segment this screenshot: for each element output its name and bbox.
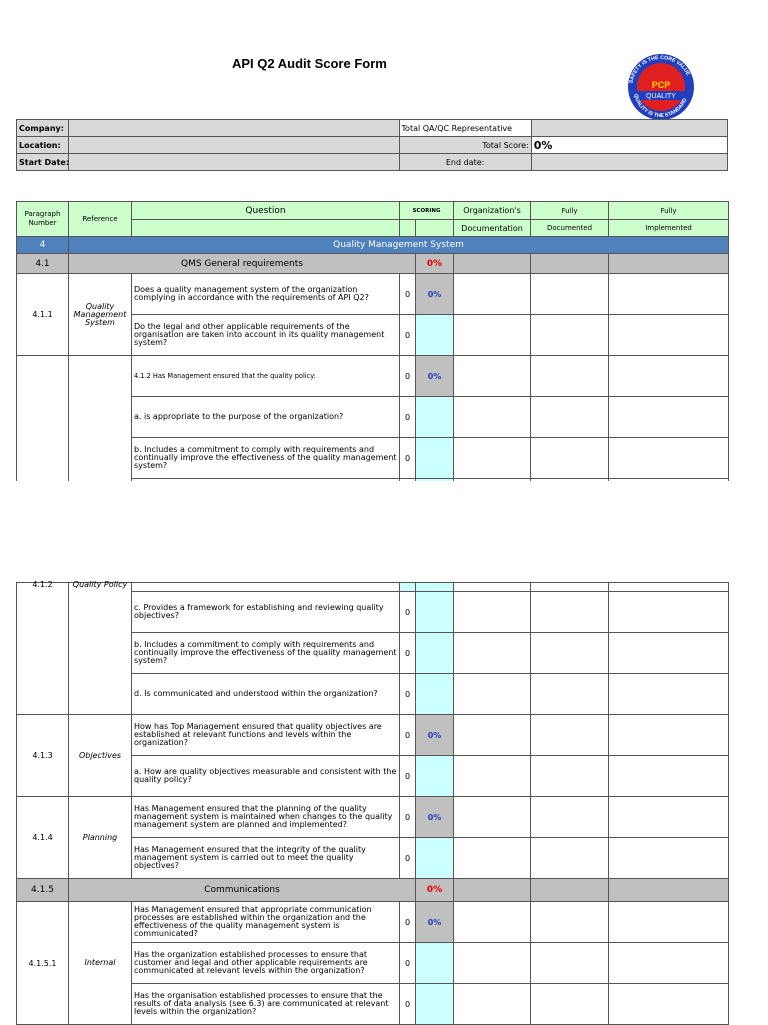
section-title: Quality Management System xyxy=(69,237,729,254)
location-field[interactable] xyxy=(69,137,399,154)
percent-cell: 0% xyxy=(416,902,454,943)
pcp-logo xyxy=(622,50,700,120)
org-doc-cell[interactable] xyxy=(454,984,531,1025)
score-cell[interactable]: 0 xyxy=(400,756,416,797)
subsection-number: 4.1.5 xyxy=(17,879,69,902)
documented-cell[interactable] xyxy=(531,984,609,1025)
percent-cell xyxy=(416,756,454,797)
subsection-number: 4.1 xyxy=(17,254,69,274)
org-doc-cell[interactable] xyxy=(454,674,531,715)
implemented-cell[interactable] xyxy=(609,315,729,356)
rep-label: Total QA/QC Representative xyxy=(399,120,531,137)
documented-cell[interactable] xyxy=(531,633,609,674)
col-question: Question xyxy=(132,202,400,220)
start-date-field[interactable] xyxy=(69,154,399,171)
score-cell[interactable]: 0 xyxy=(400,315,416,356)
score-cell[interactable]: 0 xyxy=(400,715,416,756)
org-doc-cell[interactable] xyxy=(454,902,531,943)
page-2 xyxy=(0,580,768,1024)
col-paragraph-number: Paragraph Number xyxy=(17,202,69,237)
page-gap xyxy=(0,481,768,590)
documented-cell[interactable] xyxy=(531,674,609,715)
para-number: 4.1.1 xyxy=(17,274,69,356)
org-doc-cell[interactable] xyxy=(454,838,531,879)
percent-cell xyxy=(416,943,454,984)
question-text: Does a quality management system of the organization complying in accordance with the requirements of API Q2? xyxy=(132,274,400,315)
score-cell[interactable]: 0 xyxy=(400,274,416,315)
audit-table-top xyxy=(16,201,729,509)
col-reference: Reference xyxy=(69,202,132,237)
end-date-field[interactable] xyxy=(531,154,727,171)
org-doc-cell[interactable] xyxy=(454,943,531,984)
company-field[interactable] xyxy=(69,120,399,137)
percent-cell: 0% xyxy=(416,356,454,397)
percent-cell xyxy=(416,592,454,633)
question-text: a. is appropriate to the purpose of the organization? xyxy=(132,397,400,438)
end-date-label: End date: xyxy=(399,154,531,171)
implemented-cell[interactable] xyxy=(609,797,729,838)
info-table xyxy=(16,119,728,171)
score-cell[interactable]: 0 xyxy=(400,438,416,479)
score-cell[interactable]: 0 xyxy=(400,838,416,879)
org-doc-cell[interactable] xyxy=(454,397,531,438)
score-cell[interactable]: 0 xyxy=(400,592,416,633)
col-implemented: Implemented xyxy=(609,220,729,237)
score-cell[interactable]: 0 xyxy=(400,797,416,838)
subsection-pct: 0% xyxy=(416,254,454,274)
score-cell[interactable]: 0 xyxy=(400,633,416,674)
reference: Objectives xyxy=(69,715,132,797)
documented-cell[interactable] xyxy=(531,438,609,479)
question-text: b. Includes a commitment to comply with requirements and continually improve the effectiveness of the quality management system? xyxy=(132,633,400,674)
question-text: a. How are quality objectives measurable and consistent with the quality policy? xyxy=(132,756,400,797)
reference: Quality Management System xyxy=(69,274,132,356)
percent-cell xyxy=(416,397,454,438)
question-text: Has the organisation established processes to ensure that the results of data analysis (see 6.3) are communicated at relevant levels within the organization? xyxy=(132,984,400,1025)
documented-cell[interactable] xyxy=(531,592,609,633)
documented-cell[interactable] xyxy=(531,943,609,984)
page-1 xyxy=(0,0,768,481)
para-number-cont: 4.1.2 xyxy=(17,583,69,715)
percent-cell xyxy=(416,984,454,1025)
documented-cell[interactable] xyxy=(531,797,609,838)
implemented-cell[interactable] xyxy=(609,674,729,715)
documented-cell[interactable] xyxy=(531,756,609,797)
col-documented: Documented xyxy=(531,220,609,237)
audit-table-bottom xyxy=(16,582,729,1025)
org-doc-cell[interactable] xyxy=(454,715,531,756)
documented-cell[interactable] xyxy=(531,274,609,315)
documented-cell[interactable] xyxy=(531,315,609,356)
score-cell[interactable]: 0 xyxy=(400,902,416,943)
percent-cell: 0% xyxy=(416,797,454,838)
score-cell[interactable]: 0 xyxy=(400,984,416,1025)
documented-cell[interactable] xyxy=(531,397,609,438)
section-number: 4 xyxy=(17,237,69,254)
documented-cell[interactable] xyxy=(531,356,609,397)
percent-cell xyxy=(416,633,454,674)
svg-text:PCP: PCP xyxy=(651,80,671,90)
subsection-pct: 0% xyxy=(416,879,454,902)
org-doc-cell[interactable] xyxy=(454,797,531,838)
implemented-cell[interactable] xyxy=(609,397,729,438)
score-cell[interactable]: 0 xyxy=(400,397,416,438)
question-text: Has Management ensured that appropriate communication processes are established within the organization and the effectiveness of the quality management system is communicated? xyxy=(132,902,400,943)
subsection-title: QMS General requirements xyxy=(69,254,416,274)
implemented-cell[interactable] xyxy=(609,756,729,797)
para-number: 4.1.3 xyxy=(17,715,69,797)
col-org-documentation: Documentation xyxy=(454,220,531,237)
documented-cell[interactable] xyxy=(531,715,609,756)
percent-cell xyxy=(416,438,454,479)
implemented-cell[interactable] xyxy=(609,838,729,879)
svg-text:QUALITY: QUALITY xyxy=(646,93,676,100)
svg-text:SAFETY IS THE CORE VALUE: SAFETY IS THE CORE VALUE xyxy=(628,54,691,84)
org-doc-cell[interactable] xyxy=(454,438,531,479)
question-text: Has Management ensured that the planning of the quality management system is maintained when changes to the quality management system are planned and implemented? xyxy=(132,797,400,838)
org-doc-cell[interactable] xyxy=(454,356,531,397)
org-doc-cell[interactable] xyxy=(454,592,531,633)
question-text: How has Top Management ensured that quality objectives are established at relevant functions and levels within the organization? xyxy=(132,715,400,756)
score-sub-2 xyxy=(416,220,454,237)
svg-text:QUALITY IS THE STANDARD: QUALITY IS THE STANDARD xyxy=(632,93,689,120)
documented-cell[interactable] xyxy=(531,838,609,879)
implemented-cell[interactable] xyxy=(609,274,729,315)
para-number: 4.1.4 xyxy=(17,797,69,879)
org-doc-cell[interactable] xyxy=(454,274,531,315)
col-org: Organization's xyxy=(454,202,531,220)
documented-cell[interactable] xyxy=(531,902,609,943)
score-cell[interactable]: 0 xyxy=(400,674,416,715)
col-fully-implemented: Fully xyxy=(609,202,729,220)
implemented-cell[interactable] xyxy=(609,902,729,943)
percent-cell xyxy=(416,674,454,715)
col-fully-documented: Fully xyxy=(531,202,609,220)
subsection-title: Communications xyxy=(69,879,416,902)
start-date-label: Start Date: xyxy=(17,154,69,171)
implemented-cell[interactable] xyxy=(609,715,729,756)
location-label: Location: xyxy=(17,137,69,154)
company-label: Company: xyxy=(17,120,69,137)
implemented-cell[interactable] xyxy=(609,592,729,633)
percent-cell: 0% xyxy=(416,274,454,315)
score-cell[interactable]: 0 xyxy=(400,943,416,984)
implemented-cell[interactable] xyxy=(609,984,729,1025)
score-sub-1 xyxy=(400,220,416,237)
percent-cell xyxy=(416,315,454,356)
question-text: Has the organization established processes to ensure that customer and legal and other applicable requirements are communicated at relevant levels within the organization? xyxy=(132,943,400,984)
implemented-cell[interactable] xyxy=(609,943,729,984)
question-text: Has Management ensured that the integrity of the quality management system is carried out to meet the quality objectives? xyxy=(132,838,400,879)
total-score-label: Total Score: xyxy=(399,137,531,154)
score-cell[interactable]: 0 xyxy=(400,356,416,397)
reference: Planning xyxy=(69,797,132,879)
total-score-value: 0% xyxy=(531,137,727,154)
implemented-cell[interactable] xyxy=(609,438,729,479)
reference-cont: Quality Policy xyxy=(69,583,132,715)
question-text: b. Includes a commitment to comply with requirements and continually improve the effectiveness of the quality management system? xyxy=(132,438,400,479)
implemented-cell[interactable] xyxy=(609,356,729,397)
percent-cell xyxy=(416,838,454,879)
org-doc-cell[interactable] xyxy=(454,756,531,797)
col-scoring: SCORING xyxy=(400,202,454,220)
para-number: 4.1.5.1 xyxy=(17,902,69,1025)
reference: Internal xyxy=(69,902,132,1025)
rep-field[interactable] xyxy=(531,120,727,137)
implemented-cell[interactable] xyxy=(609,633,729,674)
percent-cell: 0% xyxy=(416,715,454,756)
question-text: 4.1.2 Has Management ensured that the quality policy: xyxy=(132,356,400,397)
question-text: Do the legal and other applicable requirements of the organisation are taken into account in its quality management system? xyxy=(132,315,400,356)
org-doc-cell[interactable] xyxy=(454,633,531,674)
question-text: d. Is communicated and understood within the organization? xyxy=(132,674,400,715)
question-text: c. Provides a framework for establishing and reviewing quality objectives? xyxy=(132,592,400,633)
page-title: API Q2 Audit Score Form xyxy=(232,56,387,71)
org-doc-cell[interactable] xyxy=(454,315,531,356)
question-sub xyxy=(132,220,400,237)
